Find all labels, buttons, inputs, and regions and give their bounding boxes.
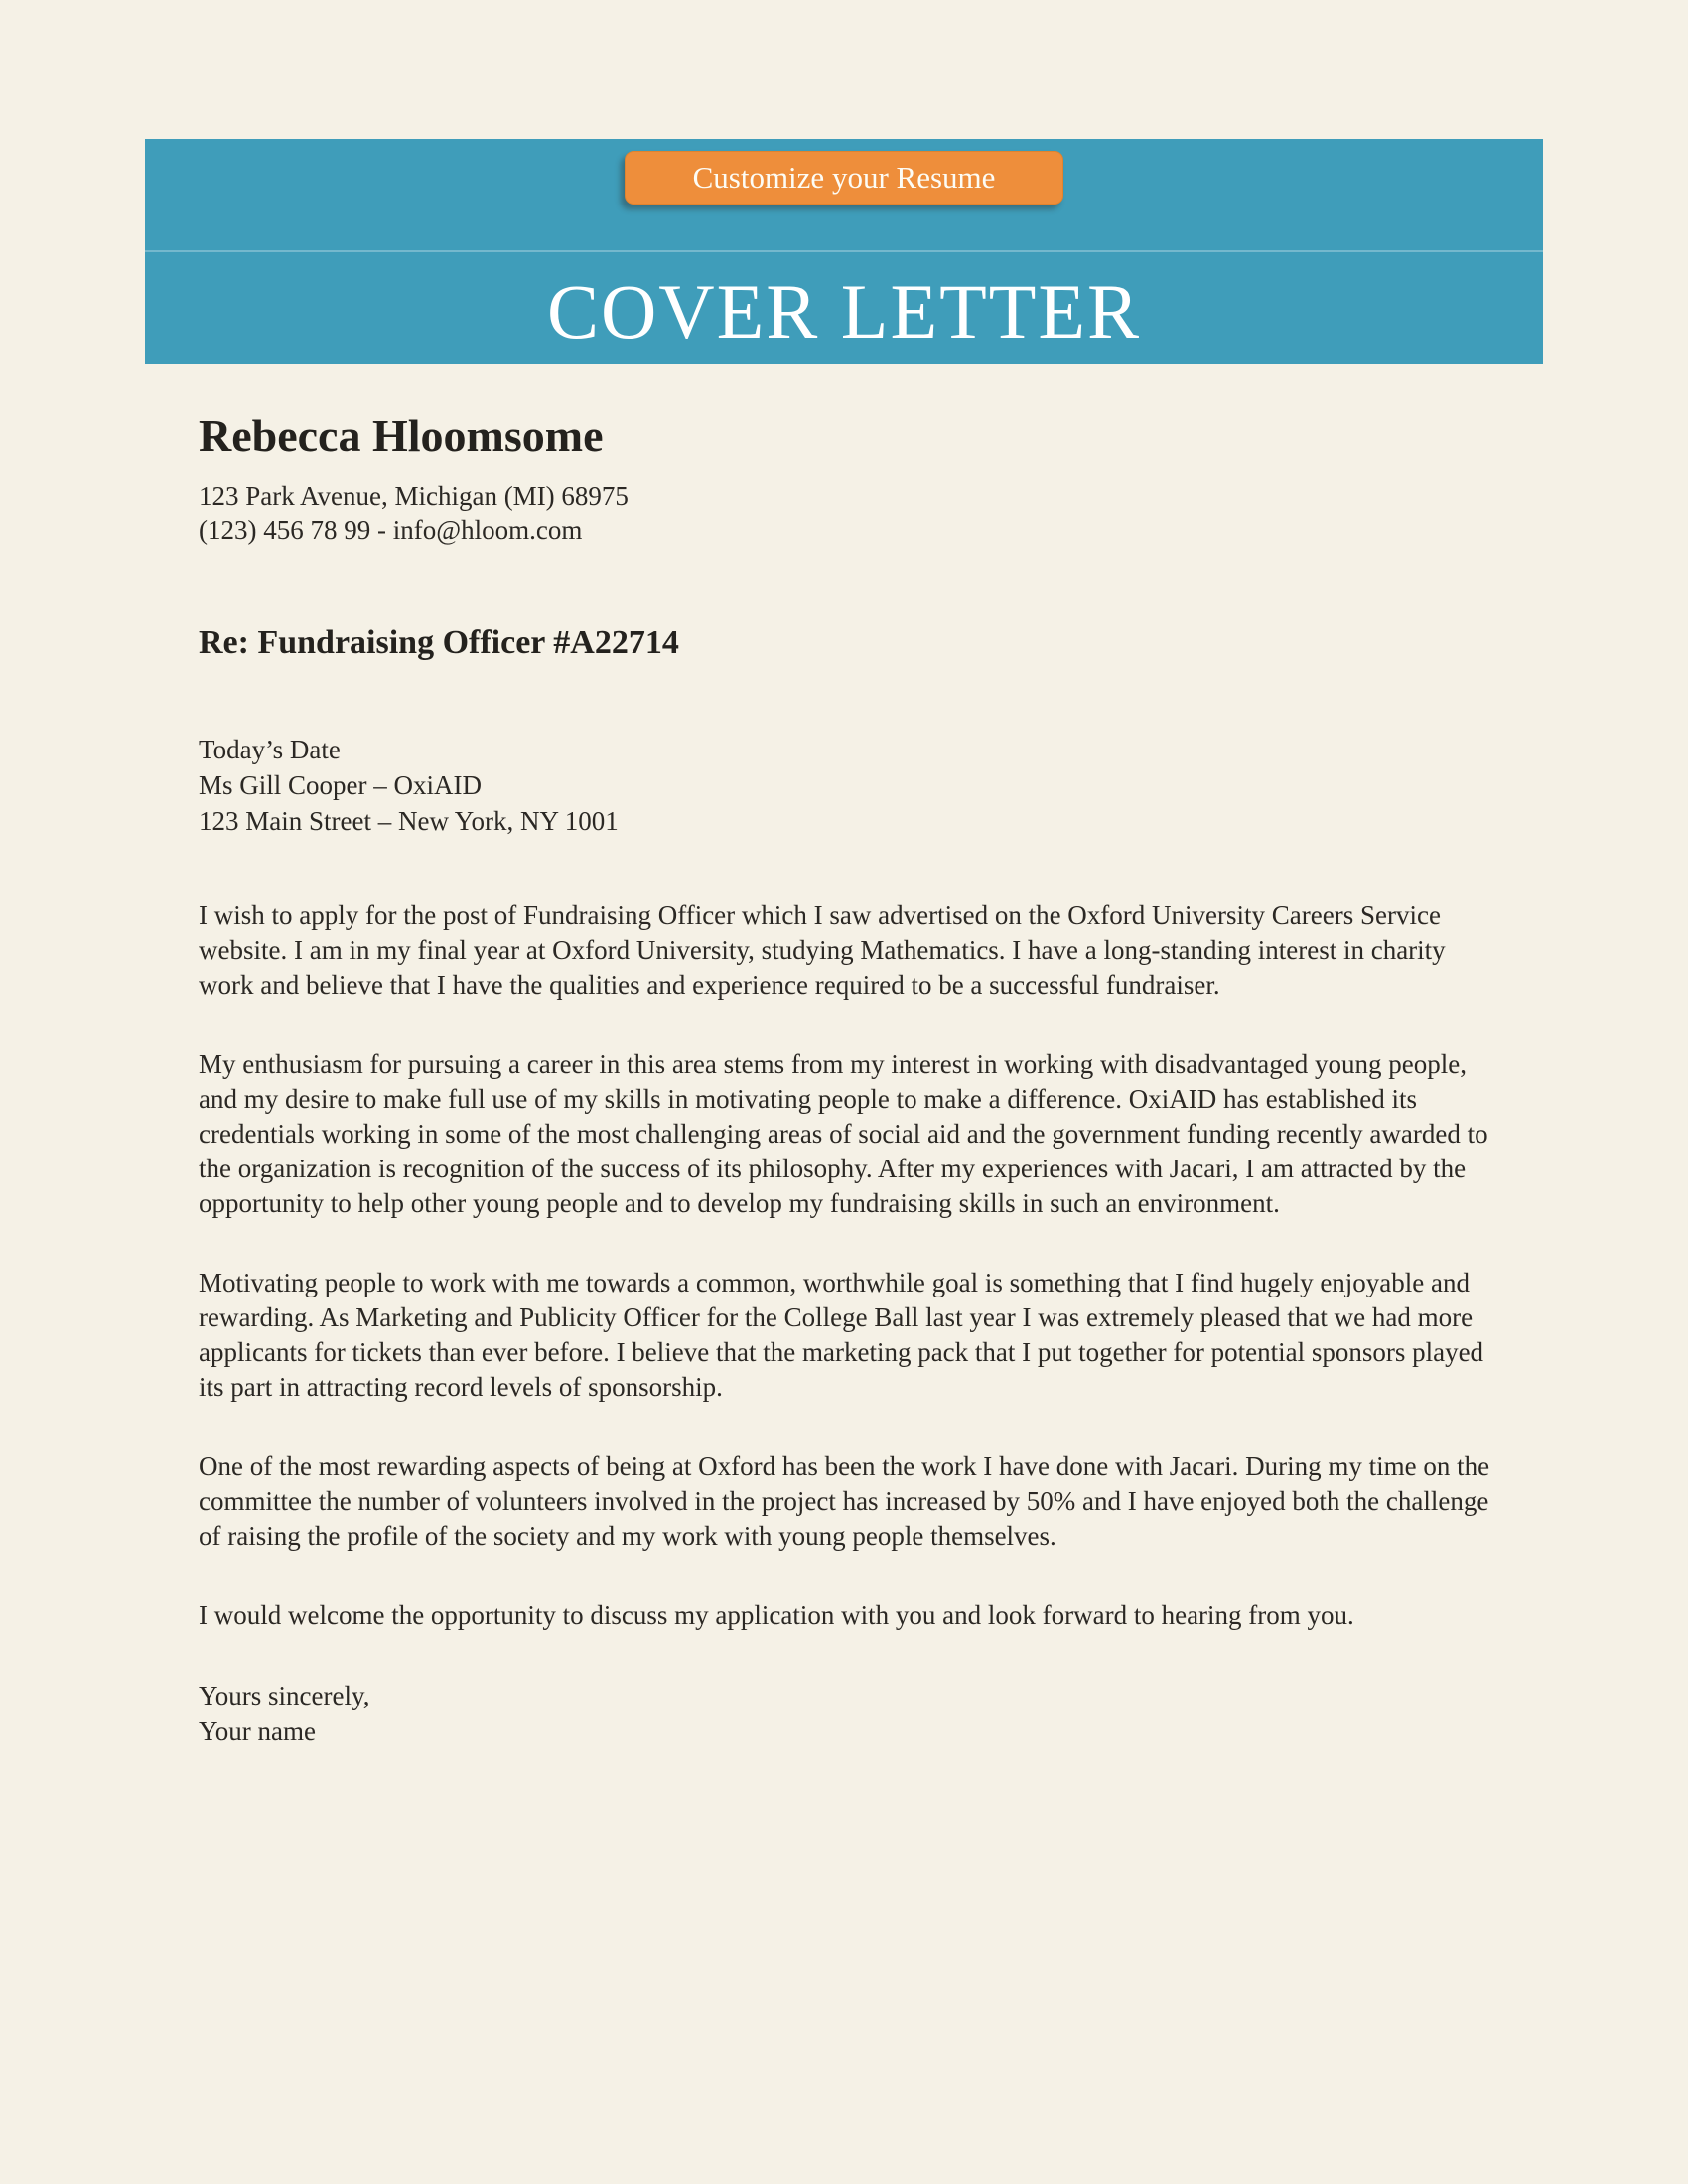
body-paragraph: My enthusiasm for pursuing a career in this area stems from my interest in working with disadvantaged young people, and my desire to make full use of my skills in motivating people to make a difference. OxiAID has established its credentials working in some of the most challenging areas of social aid and the government funding recently awarded to the organization is recognition of the success of its philosophy. After my experiences with Jacari, I am attracted by the opportunity to help other young people and to develop my fundraising skills in such an environment. [199,1048,1488,1218]
letter-body [199,898,1499,1633]
body-paragraph: Motivating people to work with me towards a common, worthwhile goal is something that I find hugely enjoyable and rewarding. As Marketing and Publicity Officer for the College Ball last year I was extremely pleased that we had more applicants for tickets than ever before. I believe that the marketing pack that I put together for potential sponsors played its part in attracting record levels of sponsorship. [199,1267,1484,1402]
closing-signature: Your name [199,1715,317,1746]
sender-address: 123 Park Avenue, Michigan (MI) 68975 [199,480,629,511]
banner-divider-line [145,250,1543,252]
recipient-block [199,732,1499,839]
letter-date: Today’s Date [199,734,341,764]
closing-salutation: Yours sincerely, [199,1680,370,1710]
body-paragraph: I wish to apply for the post of Fundraising Officer which I saw advertised on the Oxford University Careers Service website. I am in my final year at Oxford University, studying Mathematics. I have a long-standing interest in charity work and believe that I have the qualities and experience required to be a successful fundraiser. [199,899,1446,1000]
sender-contact-block [199,479,1499,547]
body-paragraph: One of the most rewarding aspects of being at Oxford has been the work I have done with Jacari. During my time on the committee the number of volunteers involved in the project has increased by 50% and I have enjoyed both the challenge of raising the profile of the society and my work with young people themselves. [199,1450,1490,1551]
closing-block [199,1678,1499,1749]
sender-phone-email: (123) 456 78 99 - info@hloom.com [199,514,583,545]
subject-line: Re: Fundraising Officer #A22714 [199,623,679,661]
cover-letter-title: COVER LETTER [546,268,1142,354]
body-paragraph: I would welcome the opportunity to discuss my application with you and look forward to hearing from you. [199,1599,1354,1630]
sender-name: Rebecca Hloomsome [199,410,604,461]
header-banner [145,139,1543,364]
recipient-address: 123 Main Street – New York, NY 1001 [199,805,619,836]
recipient-name: Ms Gill Cooper – OxiAID [199,769,482,800]
letter-content [0,410,1688,1749]
customize-resume-button[interactable]: Customize your Resume [625,151,1063,205]
